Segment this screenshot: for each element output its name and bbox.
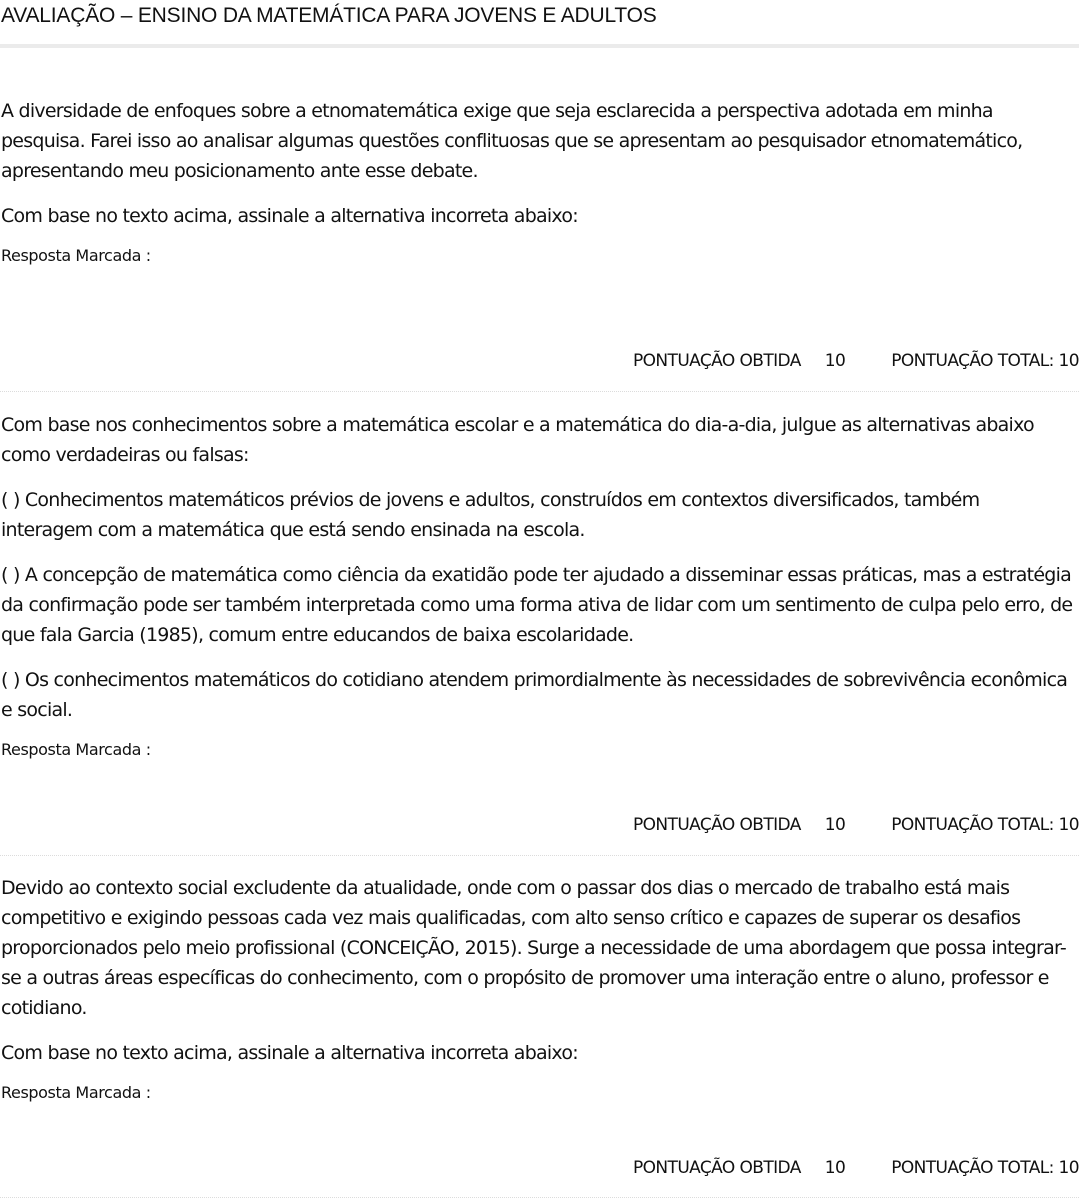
question-3-text: Devido ao contexto social excludente da atualidade, onde com o passar dos dias o mercado de trabalho está mais competitivo e exigindo pessoas cada vez mais qualificadas, com alto senso crítico e capazes de superar os desafios proporcionados pelo meio profissional (CONCEIÇÃO, 2015). Surge a necessidade de uma abordagem que possa integrar-se a outras áreas específicas do conhecimento, com o propósito de promover uma interação entre o aluno, professor e cotidiano. bbox=[1, 877, 1066, 1019]
question-divider bbox=[0, 855, 1079, 856]
score-obtained-value: 10 bbox=[824, 1158, 846, 1178]
question-3-answer-label: Resposta Marcada : bbox=[1, 1083, 151, 1102]
question-3-score-row bbox=[633, 1157, 1079, 1179]
title-divider bbox=[0, 44, 1079, 48]
question-2 bbox=[0, 410, 1079, 760]
score-obtained-label: PONTUAÇÃO OBTIDA bbox=[633, 815, 801, 835]
question-2-statement-2: ( ) A concepção de matemática como ciência da exatidão pode ter ajudado a disseminar essas práticas, mas a estratégia da confirmação pode ser também interpretada como uma forma ativa de lidar com um sentimento de culpa pelo erro, de que fala Garcia (1985), comum entre educandos de baixa escolaridade. bbox=[1, 564, 1073, 646]
question-1-answer-label: Resposta Marcada : bbox=[1, 246, 151, 265]
question-divider bbox=[0, 1197, 1079, 1198]
score-obtained-value: 10 bbox=[824, 815, 846, 835]
question-1-instruction: Com base no texto acima, assinale a alternativa incorreta abaixo: bbox=[1, 205, 578, 227]
score-total: PONTUAÇÃO TOTAL: 10 bbox=[891, 815, 1079, 835]
score-obtained-value: 10 bbox=[824, 351, 846, 371]
question-2-score-row bbox=[633, 814, 1079, 836]
score-obtained-label: PONTUAÇÃO OBTIDA bbox=[633, 1158, 801, 1178]
question-2-statement-1: ( ) Conhecimentos matemáticos prévios de jovens e adultos, construídos em contextos diversificados, também interagem com a matemática que está sendo ensinada na escola. bbox=[1, 489, 980, 541]
question-3 bbox=[0, 873, 1079, 1103]
question-1-score-row bbox=[633, 350, 1079, 372]
question-1 bbox=[0, 96, 1079, 266]
question-3-instruction: Com base no texto acima, assinale a alternativa incorreta abaixo: bbox=[1, 1042, 578, 1064]
score-total: PONTUAÇÃO TOTAL: 10 bbox=[891, 1158, 1079, 1178]
question-2-statement-3: ( ) Os conhecimentos matemáticos do cotidiano atendem primordialmente às necessidades de sobrevivência econômica e social. bbox=[1, 669, 1068, 721]
score-obtained-label: PONTUAÇÃO OBTIDA bbox=[633, 351, 801, 371]
question-1-text: A diversidade de enfoques sobre a etnomatemática exige que seja esclarecida a perspectiva adotada em minha pesquisa. Farei isso ao analisar algumas questões conflituosas que se apresentam ao pesquisador etnomatemático, apresentando meu posicionamento ante esse debate. bbox=[1, 100, 1023, 182]
question-2-text: Com base nos conhecimentos sobre a matemática escolar e a matemática do dia-a-dia, julgue as alternativas abaixo como verdadeiras ou falsas: bbox=[1, 414, 1034, 466]
page-title: AVALIAÇÃO – ENSINO DA MATEMÁTICA PARA JOVENS E ADULTOS bbox=[1, 4, 657, 27]
score-total: PONTUAÇÃO TOTAL: 10 bbox=[891, 351, 1079, 371]
question-divider bbox=[0, 391, 1079, 392]
question-2-answer-label: Resposta Marcada : bbox=[1, 740, 151, 759]
